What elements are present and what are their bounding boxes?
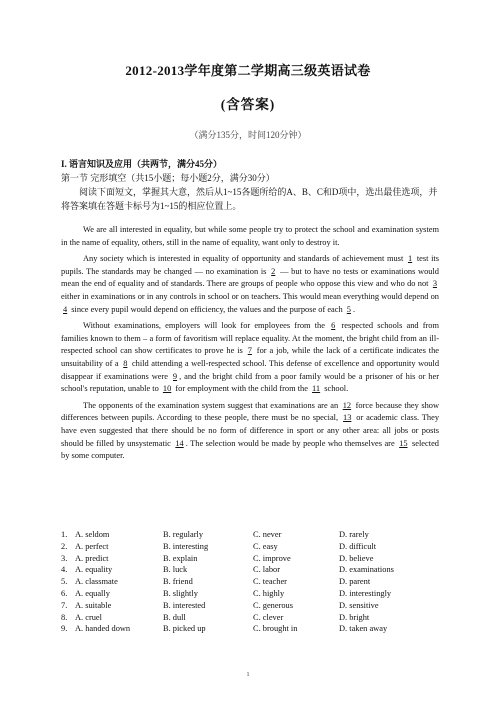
option-row: 7. A. suitable B. interested C. generous D. sensitive <box>61 600 379 610</box>
blank-13: 13 <box>343 413 352 423</box>
blank-4: 4 <box>63 304 68 314</box>
option-row: 1. A. seldom B. regularly C. never D. rarely <box>61 530 369 539</box>
options-list <box>61 529 439 635</box>
option-row: 5. A. classmate B. friend C. teacher D. parent <box>61 577 371 587</box>
option-row: 3. A. predict B. explain C. improve D. believe <box>61 553 374 563</box>
paragraph-3: Without examinations, employers will look for employees from the 6 respected schools and from families known to them – a form of favoritism will replace equality. At the moment, the bright child from an ill-respected school can show certificates to prove he is 7 for a job, while the lack of a certificate indicates the unsuitability of a 8 child attending a well-respected school. This defense of excellence and opportunity would disappear if examinations were 9 , and the bright child from a poor family would be a prisoner of his or her school's reputation, unable to 10 for employment with the child from the 11 school. <box>61 321 440 394</box>
blank-5: 5 <box>346 304 351 314</box>
blank-10: 10 <box>162 384 172 394</box>
cloze-passage <box>61 224 439 467</box>
exam-title: 2012-2013学年度第二学期高三级英语试卷 <box>125 63 371 78</box>
blank-12: 12 <box>342 400 352 410</box>
blank-7: 7 <box>247 346 252 356</box>
blank-14: 14 <box>175 438 184 448</box>
blank-15: 15 <box>399 438 408 448</box>
exam-subtitle: (含答案) <box>220 97 276 112</box>
option-row: 2. A. perfect B. interesting C. easy D. difficult <box>61 541 377 551</box>
paragraph-1: We are all interested in equality, but while some people try to protect the school and examination system in the name of equality, others, still in the name of equality, want only to destroy it. <box>61 225 439 247</box>
blank-3: 3 <box>432 279 438 289</box>
score-note: （满分135分，时间120分钟） <box>189 130 307 140</box>
page-number: 1 <box>246 672 250 678</box>
blank-6: 6 <box>331 321 336 331</box>
blank-8: 8 <box>123 358 128 368</box>
instructions: 阅读下面短文，掌握其大意，然后从1~15各题所给的A、B、C和D项中，选出最佳选项，并将答案填在答题卡标号为1~15的相应位置上。 <box>61 187 438 211</box>
option-row: 9. A. handed down B. picked up C. brought in D. taken away <box>61 624 388 634</box>
blank-11: 11 <box>312 384 321 394</box>
blank-9: 9 <box>172 371 178 381</box>
option-row: 8. A. cruel B. dull C. clever D. bright <box>61 612 370 622</box>
option-row: 6. A. equally B. slightly C. highly D. interestingly <box>61 588 392 598</box>
paragraph-2: Any society which is interested in equality of opportunity and standards of achievement must 1 test its pupils. The standards may be changed — no examination is 2 — but to have no tests or examinations would mean the end of equality and of standards. There are groups of people who oppose this view and who do not 3 either in examinations or in any controls in school or on teachers. This would mean everything would depend on 4 since every pupil would depend on efficiency, the values and the purpose of each 5 . <box>61 254 440 314</box>
blank-1: 1 <box>407 254 413 264</box>
subsection-heading: 第一节 完形填空（共15小题；每小题2分，满分30分） <box>61 173 275 183</box>
blank-2: 2 <box>271 266 276 276</box>
section-heading: I. 语言知识及应用（共两节，满分45分） <box>61 159 223 169</box>
option-row: 4. A. equality B. luck C. labor D. examinations <box>61 565 394 575</box>
paragraph-4: The opponents of the examination system suggest that examinations are an 12 force because they show differences between pupils. According to these people, there must be no special, 13 or academic class. They have even suggested that there should be no form of difference in sport or any other area: all jobs or posts should be filled by unsystematic 14 . The selection would be made by people who themselves are 15 selected by some computer. <box>61 400 440 461</box>
